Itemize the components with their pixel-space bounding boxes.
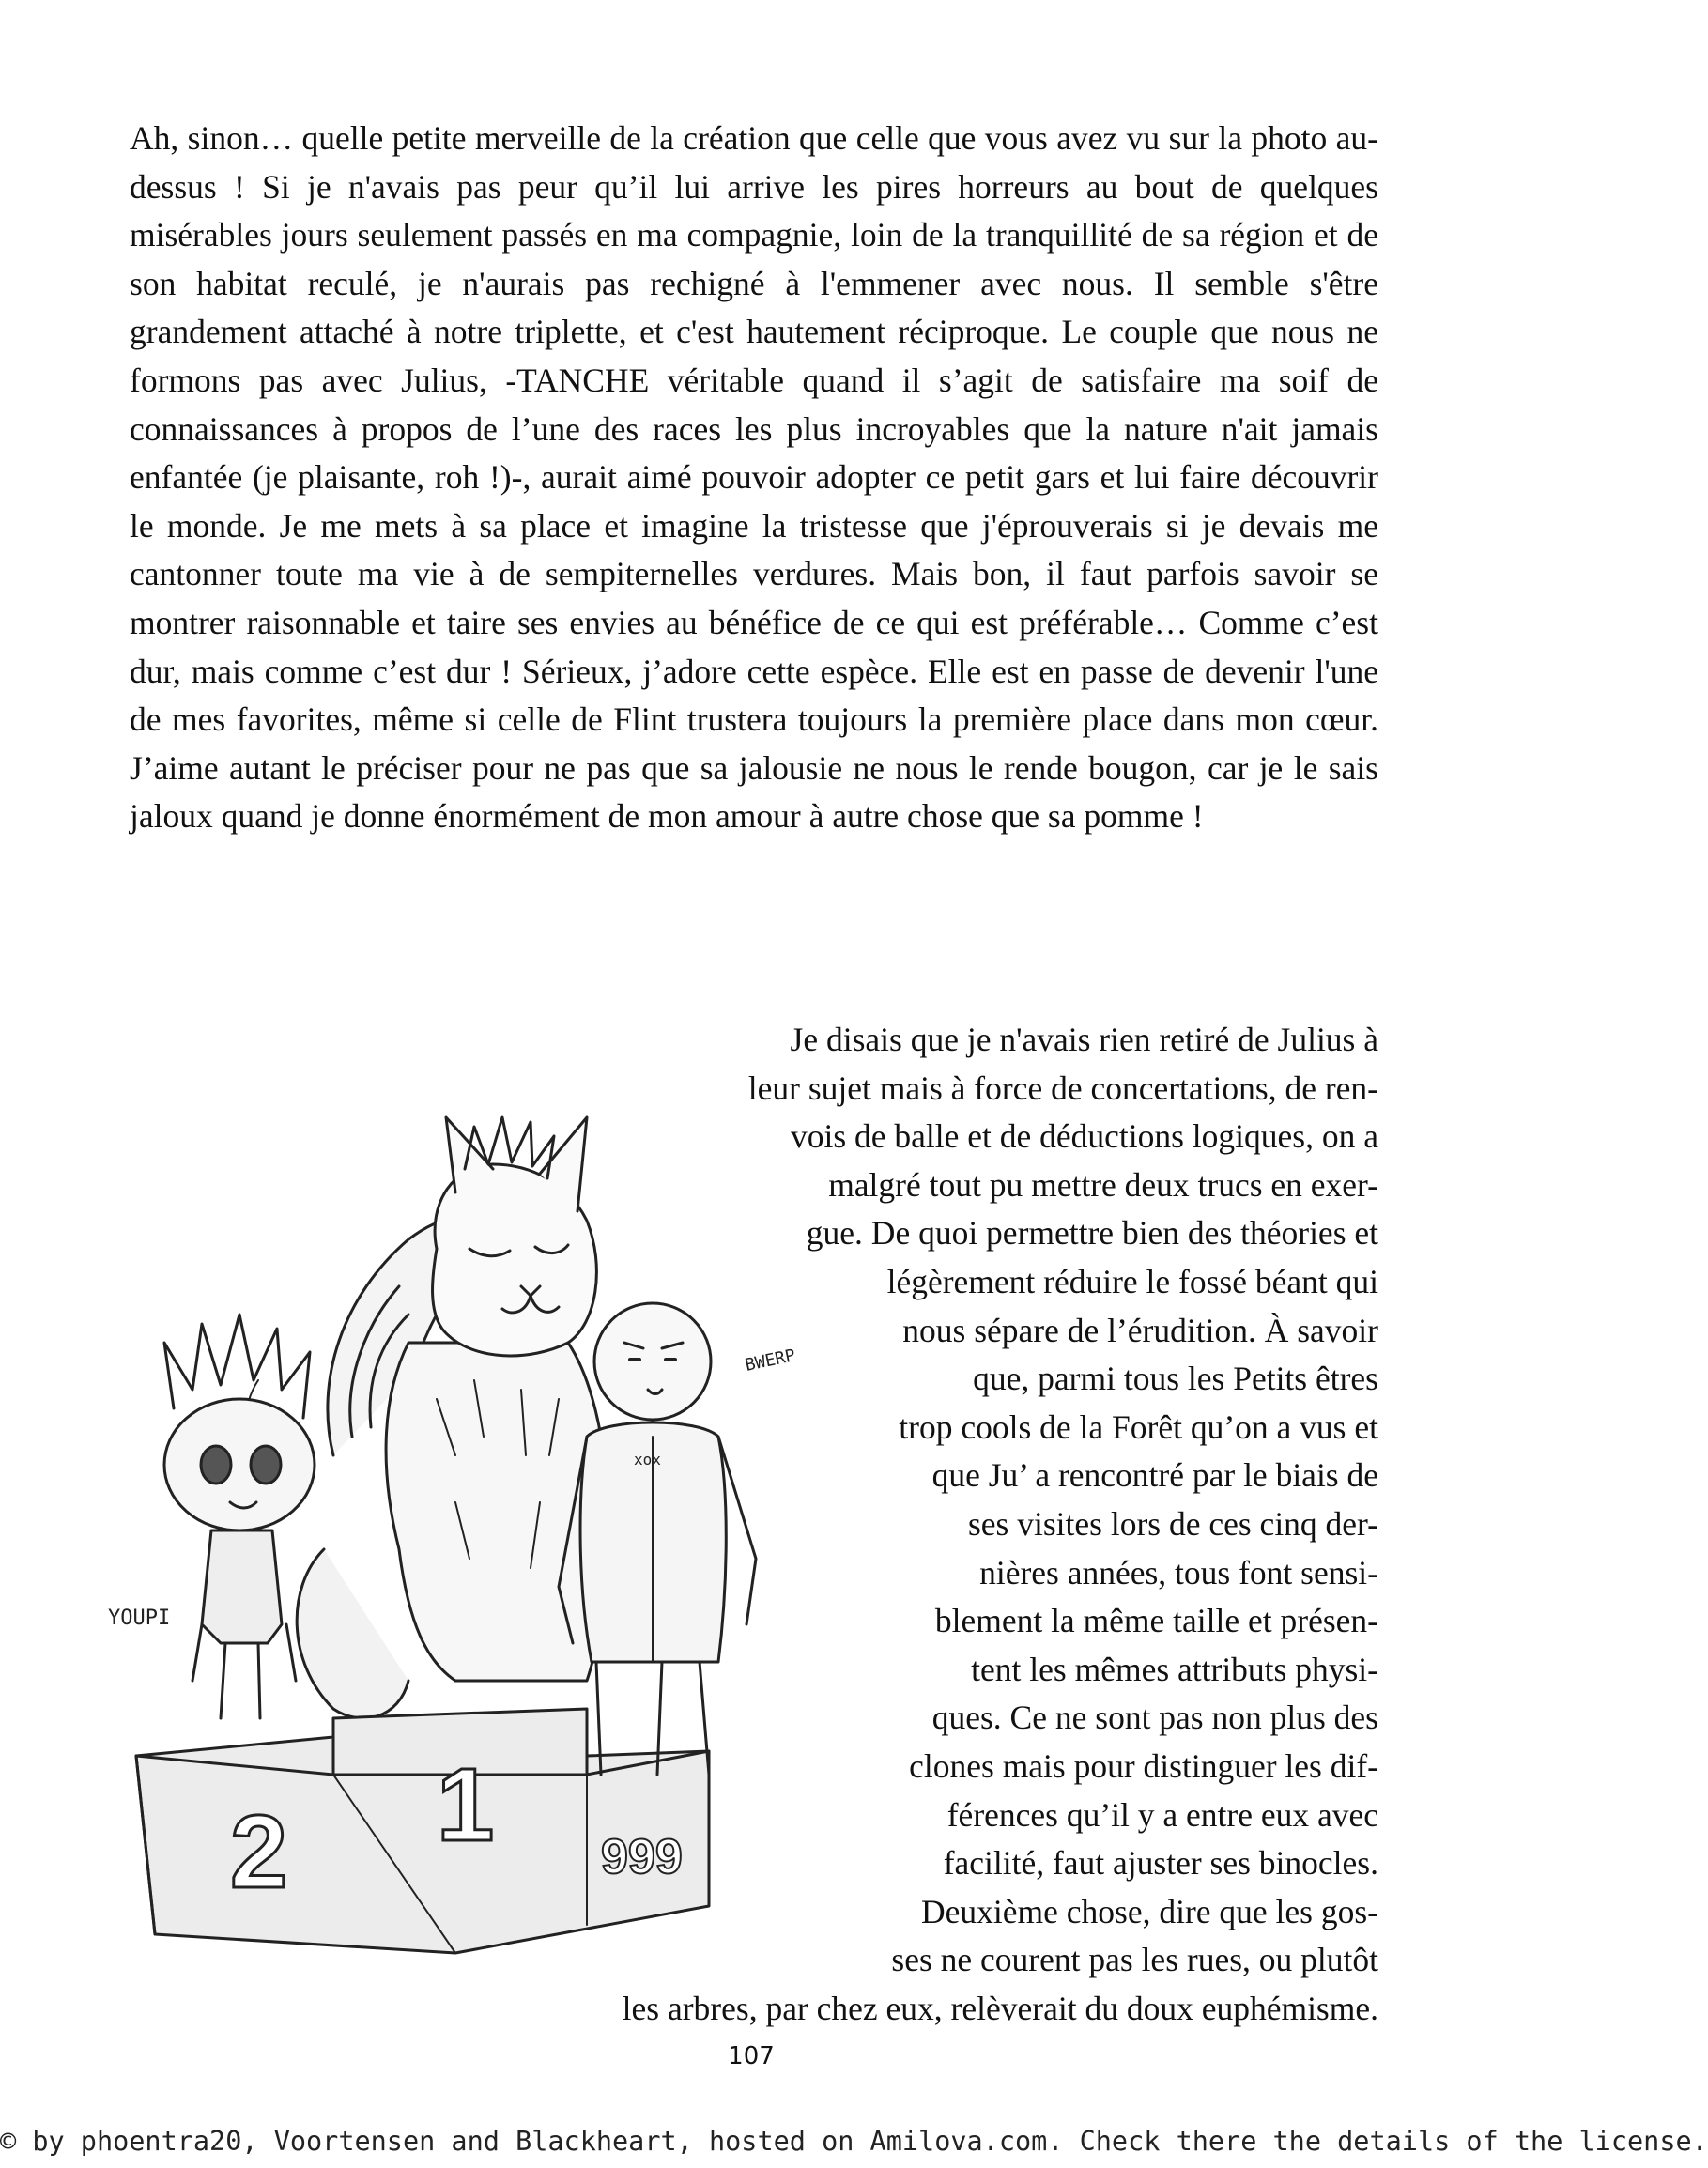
- text-line: vois de balle et de déductions logiques, on a: [790, 1117, 1378, 1156]
- sfx-bwerp: BWERP: [743, 1345, 798, 1376]
- podium-number-third: 999: [601, 1830, 683, 1884]
- text-line: légèrement réduire le fossé béant qui: [886, 1262, 1378, 1300]
- text-line: trop cools de la Forêt qu’on a vus et: [899, 1407, 1378, 1446]
- text-line: ques. Ce ne sont pas non plus des: [931, 1699, 1378, 1737]
- main-paragraph: Ah, sinon… quelle petite merveille de la création que celle que vous avez vu sur la photo au-dessus ! Si je n'avais pas peur qu’il lui arrive les pires horreurs au bout de quelques misérables jours seulement passés en ma compagnie, loin de la tranquillité de sa région et de son habitat reculé, je n'aurais pas rechigné à l'emmener avec nous. Il semble s'être grandement attaché à notre triplette, et c'est hautement réciproque. Le couple que nous ne formons pas avec Julius, -TANCHE véritable quand il s’agit de satisfaire ma soif de connaissances à propos de l’une des races les plus incroyables que la nature n'ait jamais enfantée (je plaisante, roh !)-, aurait aimé pouvoir adopter ce petit gars et lui faire découvrir le monde. Je me mets à sa place et imagine la tristesse que j'éprouverais si je devais me cantonner toute ma vie à de sempiternelles verdures. Mais bon, il faut parfois savoir se montrer raisonnable et taire ses envies au bénéfice de ce qui est préférable… Comme c’est dur, mais comme c’est dur ! Sérieux, j’adore cette espèce. Elle est en passe de devenir l'une de mes favorites, même si celle de Flint trustera toujours la première place dans mon cœur. J’aime autant le préciser pour ne pas que sa jalousie ne nous le rende bougon, car je le sais jaloux quand je donne énormément de mon amour à autre chose que sa pomme !: [130, 119, 1378, 836]
- text-line: Je disais que je n'avais rien retiré de Julius à: [790, 1021, 1378, 1058]
- wrapped-text-column: [486, 1016, 1378, 2033]
- text-line: gue. De quoi permettre bien des théories et: [806, 1214, 1378, 1253]
- text-line: malgré tout pu mettre deux trucs en exer-: [828, 1165, 1378, 1204]
- text-line: clones mais pour distinguer les dif-: [909, 1746, 1378, 1785]
- text-line: ses ne courent pas les rues, ou plutôt: [891, 1941, 1378, 1979]
- shirt-text: xox: [634, 1451, 661, 1468]
- podium-number-second: 2: [230, 1794, 288, 1910]
- license-footer: © by phoentra20, Voortensen and Blackheart, hosted on Amilova.com. Check there the details of the license.: [0, 2126, 1708, 2157]
- podium-number-first: 1: [437, 1747, 495, 1863]
- text-line: Deuxième chose, dire que les gos-: [921, 1892, 1378, 1930]
- text-line: ses visites lors de ces cinq der-: [967, 1504, 1378, 1543]
- text-line: tent les mêmes attributs physi-: [971, 1650, 1378, 1688]
- text-line: les arbres, par chez eux, relèverait du doux euphémisme.: [622, 1989, 1378, 2027]
- text-line: blement la même taille et présen-: [934, 1602, 1378, 1640]
- text-line: leur sujet mais à force de concertations, de ren-: [747, 1069, 1378, 1107]
- text-line: que Ju’ a rencontré par le biais de: [931, 1456, 1378, 1495]
- text-line: nières années, tous font sensi-: [979, 1553, 1378, 1591]
- text-line: férences qu’il y a entre eux avec: [946, 1795, 1378, 1834]
- text-line: nous sépare de l’érudition. À savoir: [902, 1311, 1378, 1349]
- page-number: 107: [728, 2042, 775, 2070]
- text-line: facilité, faut ajuster ses binocles.: [943, 1844, 1378, 1883]
- sfx-youpi: YOUPI: [108, 1607, 171, 1630]
- text-line: que, parmi tous les Petits êtres: [973, 1360, 1378, 1398]
